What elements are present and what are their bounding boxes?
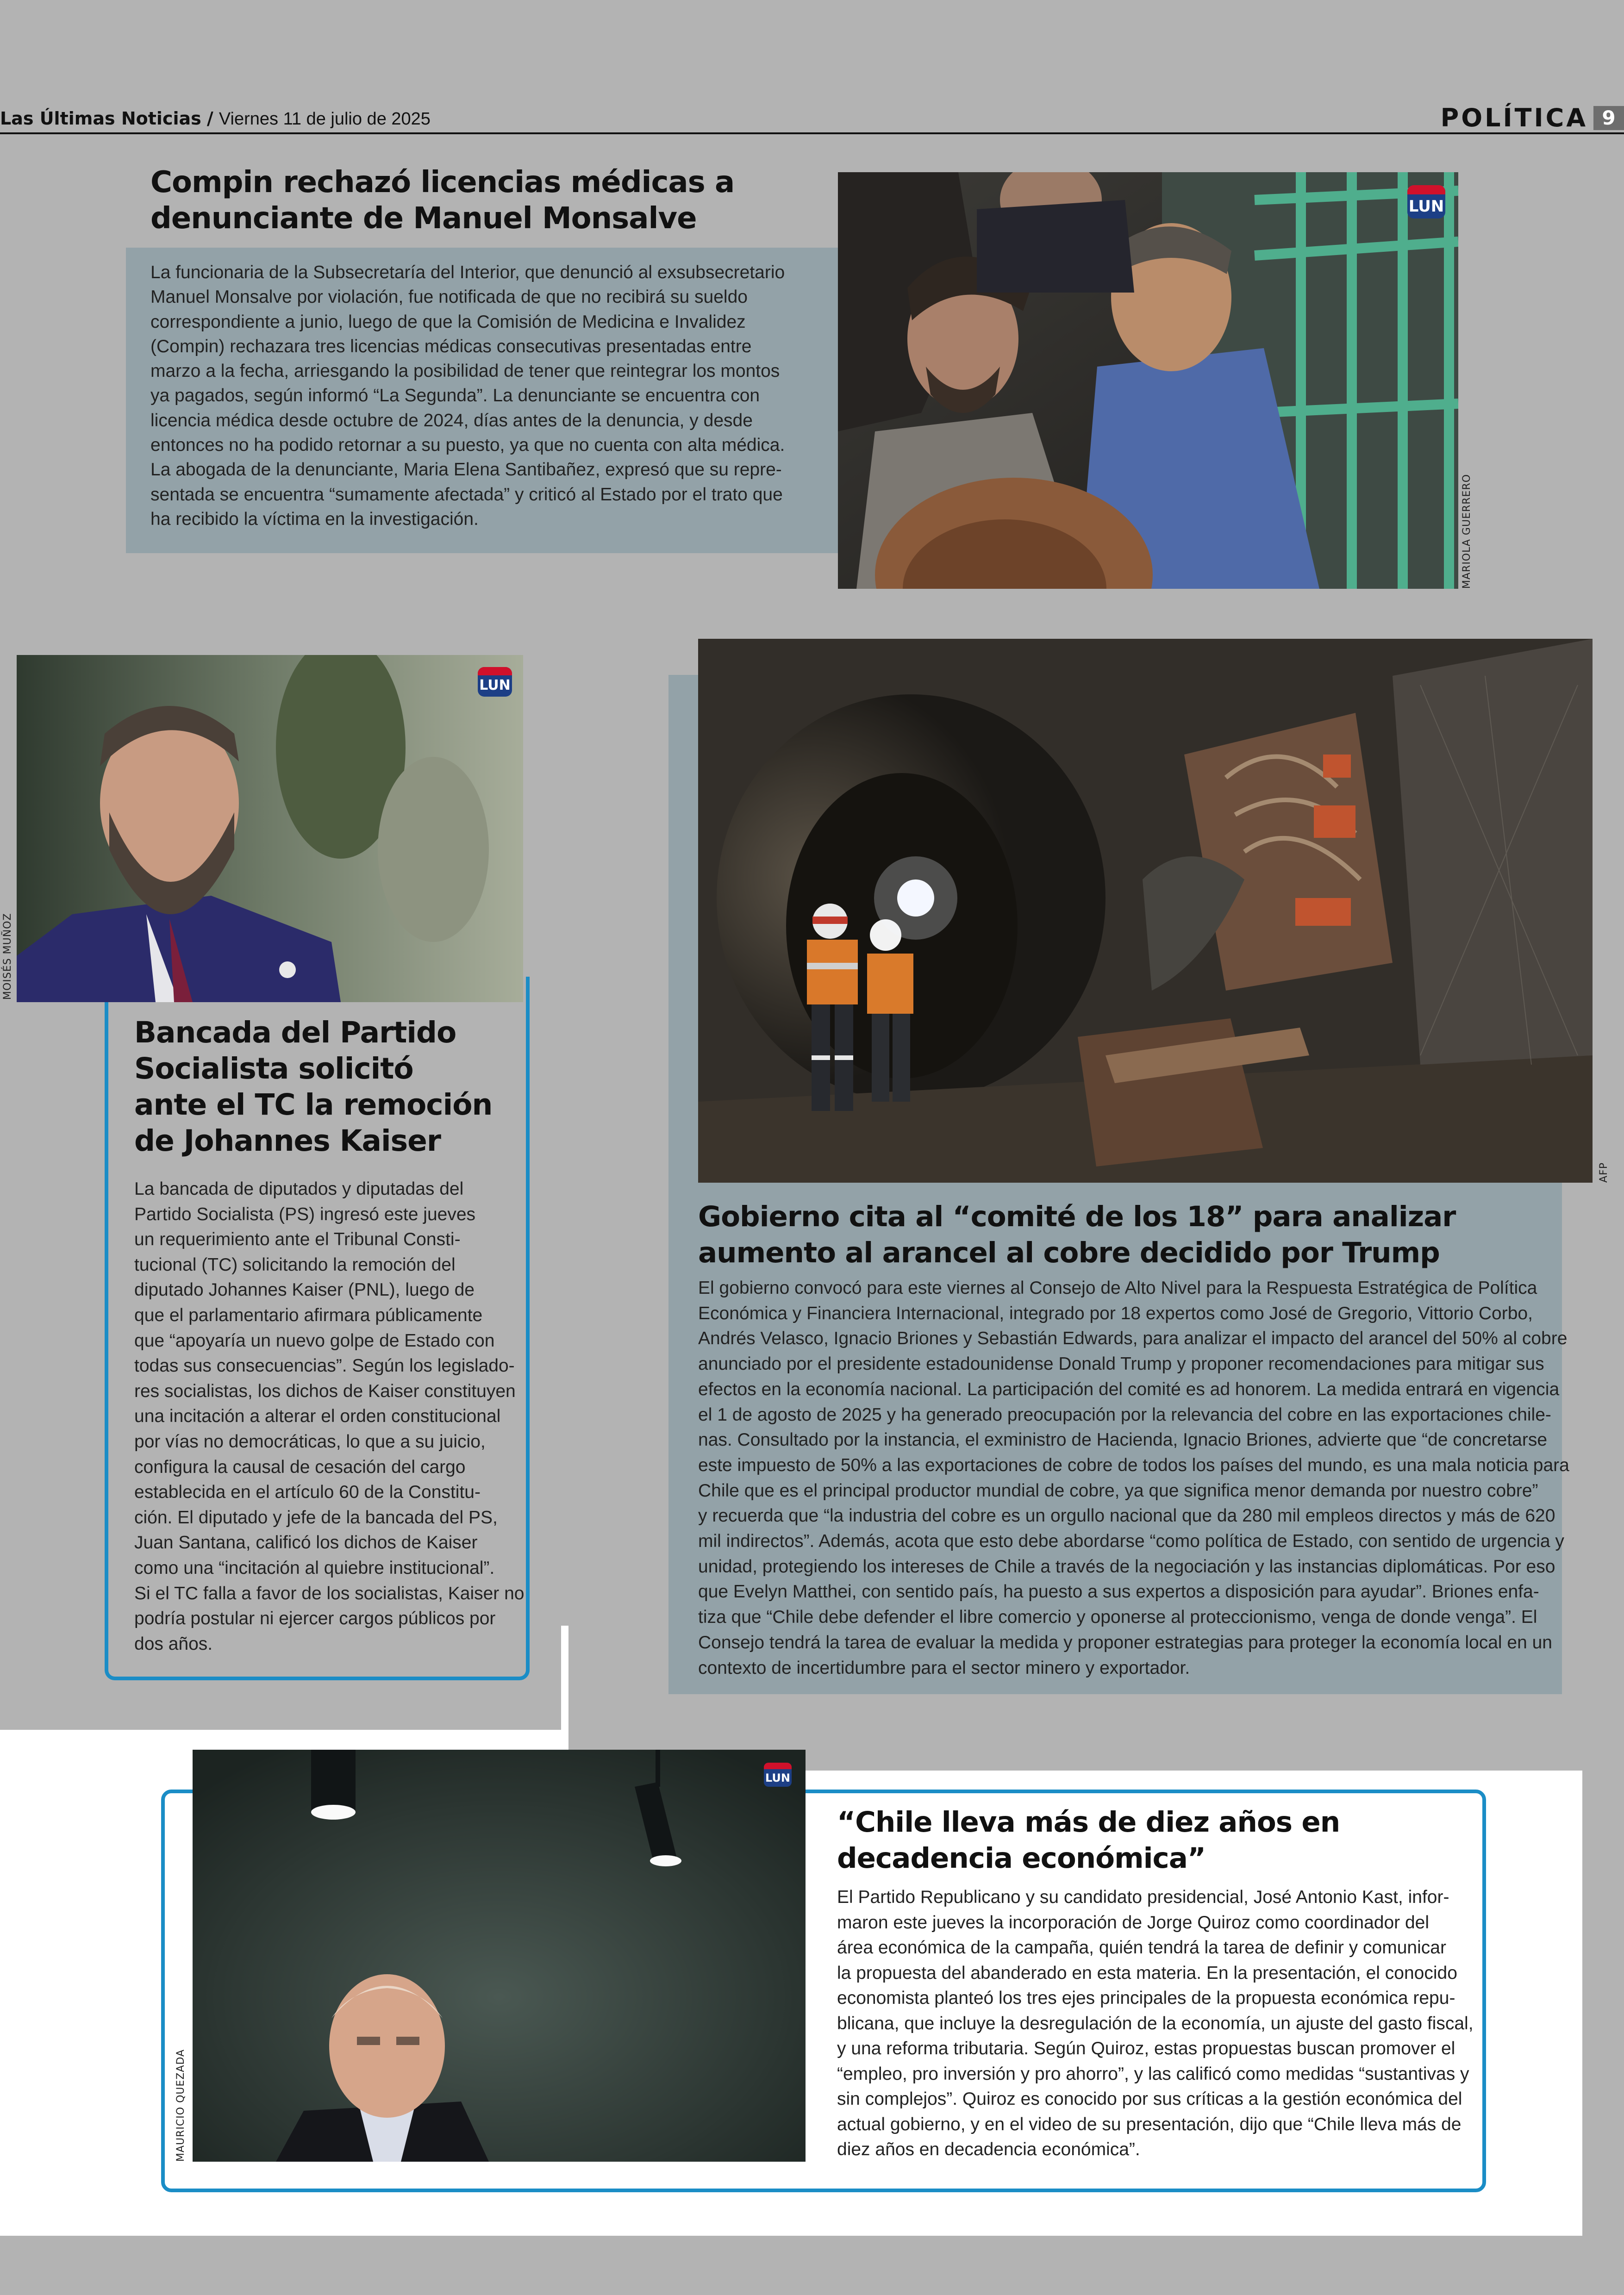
comite-body-line: unidad, protegiendo los intereses de Chile a través de la negociación y las instancias diplomáticas. Por eso [698,1556,1555,1577]
section-label: POLÍTICA [1440,103,1588,132]
quiroz-body-line: y una reforma tributaria. Según Quiroz, estas propuestas buscan promover el [837,2039,1455,2058]
compin-body-line: La funcionaria de la Subsecretaría del Interior, que denunció al exsubsecretario [150,262,785,282]
lun-logo [764,1763,792,1787]
compin-body-line: (Compin) rechazara tres licencias médicas consecutivas presentadas entre [150,336,752,356]
kaiser-headline-line-3: ante el TC la remoción [134,1088,493,1122]
kaiser-headline-line-1: Bancada del Partido [134,1016,456,1049]
quiroz-body-line: área económica de la campaña, quién tendrá la tarea de definir y comunicar [837,1938,1446,1958]
kaiser-headline-line-4: de Johannes Kaiser [134,1124,441,1158]
quiroz-headline-line-2: decadencia económica” [837,1842,1206,1875]
quiroz-body-line: El Partido Republicano y su candidato presidencial, José Antonio Kast, infor- [837,1887,1449,1907]
kaiser-body-line: que el parlamentario afirmara públicamente [134,1305,483,1325]
lun-logo-text: LUN [765,1771,790,1784]
layout-white-strip [561,1626,568,1730]
comite-body-line: y recuerda que “la industria del cobre es un orgullo nacional que da 280 mil empleos directos y más de 620 [698,1506,1555,1526]
compin-body-line: licencia médica desde octubre de 2024, días antes de la denuncia, y desde [150,410,753,430]
quiroz-body-line: diez años en decadencia económica”. [837,2139,1140,2159]
page-number: 9 [1593,106,1624,130]
compin-body [150,260,831,531]
compin-photo [838,172,1458,589]
comite-headline-line-2: aumento al arancel al cobre decidido por Trump [698,1236,1440,1269]
comite-body-line: nas. Consultado por la instancia, el exministro de Hacienda, Ignacio Briones, advierte que “de concretarse [698,1430,1548,1450]
kaiser-body-line: Si el TC falla a favor de los socialistas, Kaiser no [134,1583,525,1603]
comite-photo [698,639,1593,1183]
compin-headline [150,164,822,237]
quiroz-body-line: “empleo, pro inversión y pro ahorro”, y las calificó como medidas “sustantivas y [837,2064,1469,2084]
quiroz-body-line: blicana, que incluye la desregulación de la economía, un ajuste del gasto fiscal, [837,2013,1474,2033]
kaiser-photo [17,655,523,1002]
kaiser-body-line: una incitación a alterar el orden constitucional [134,1406,501,1427]
kaiser-body-line: La bancada de diputados y diputadas del [134,1179,464,1199]
comite-body-line: Económica y Financiera Internacional, integrado por 18 expertos como José de Gregorio, Vittorio Corbo, [698,1303,1533,1323]
comite-body-line: mil indirectos”. Además, acota que esto debe abordarse “como política de Estado, con sentido de urgencia y [698,1531,1564,1552]
header-rule [0,132,1624,134]
compin-body-line: sentada se encuentra “sumamente afectada” y criticó al Estado por el trato que [150,484,783,505]
page-header [0,104,1624,133]
comite-photo-credit: AFP [1598,1162,1610,1183]
comite-headline-line-1: Gobierno cita al “comité de los 18” para analizar [698,1200,1456,1233]
kaiser-headline [134,1015,514,1159]
header-separator: / [206,108,213,129]
kaiser-body-line: diputado Johannes Kaiser (PNL), luego de [134,1280,475,1300]
lun-logo-text: LUN [479,677,511,693]
comite-body-line: Chile que es el principal productor mundial de cobre, ya que significa menor demanda por nuestro cobre” [698,1480,1538,1501]
kaiser-body-line: ción. El diputado y jefe de la bancada del PS, [134,1507,498,1528]
compin-body-line: marzo a la fecha, arriesgando la posibilidad de tener que reintegrar los montos [150,361,780,381]
kaiser-headline-line-2: Socialista solicitó [134,1052,413,1085]
kaiser-body-line: tucional (TC) solicitando la remoción del [134,1254,456,1275]
compin-photo-credit: MARIOLA GUERRERO [1461,474,1473,589]
compin-body-line: ha recibido la víctima en la investigación. [150,509,479,529]
quiroz-body-line: la propuesta del abanderado en esta materia. En la presentación, el conocido [837,1963,1457,1983]
compin-body-line: Manuel Monsalve por violación, fue notificada de que no recibirá su sueldo [150,287,748,307]
compin-body-line: correspondiente a junio, luego de que la Comisión de Medicina e Invalidez [150,312,746,332]
publication-name: Las Últimas Noticias [0,108,201,129]
quiroz-body-line: sin complejos”. Quiroz es conocido por sus críticas a la gestión económica del [837,2089,1462,2109]
lun-logo [1407,185,1445,218]
lun-logo [478,667,512,697]
quiroz-body-line: actual gobierno, y en el video de su presentación, dijo que “Chile lleva más de [837,2114,1462,2134]
compin-body-line: La abogada de la denunciante, Maria Elena Santibañez, expresó que su repre- [150,460,782,480]
masthead-line [0,107,431,131]
lun-logo-text: LUN [1408,197,1444,216]
kaiser-body-line: por vías no democráticas, lo que a su juicio, [134,1431,486,1452]
kaiser-photo-image [17,655,523,1002]
quiroz-body [837,1885,1474,2163]
quiroz-photo-image [193,1750,806,2162]
kaiser-body-line: configura la causal de cesación del cargo [134,1457,466,1477]
comite-body-line: contexto de incertidumbre para el sector minero y exportador. [698,1658,1190,1678]
compin-body-line: entonces no ha podido retornar a su puesto, ya que no cuenta con alta médica. [150,435,785,455]
comite-body-line: tiza que “Chile debe defender el libre comercio y oponerse al proteccionismo, venga de donde venga”. El [698,1607,1537,1628]
compin-body-line: ya pagados, según informó “La Segunda”. La denunciante se encuentra con [150,386,760,406]
comite-body-line: Andrés Velasco, Ignacio Briones y Sebastián Edwards, para analizar el impacto del arancel del 50% al cobre [698,1328,1568,1349]
comite-body-line: efectos en la economía nacional. La participación del comité es ad honorem. La medida entrará en vigencia [698,1379,1560,1399]
kaiser-body-line: Partido Socialista (PS) ingresó este jueves [134,1204,476,1224]
comite-photo-image [698,639,1593,1183]
kaiser-body-line: Juan Santana, calificó los dichos de Kaiser [134,1533,478,1553]
kaiser-body-line: todas sus consecuencias”. Según los legislado- [134,1356,515,1376]
kaiser-photo-credit: MOISÉS MUÑOZ [2,913,13,1000]
kaiser-body-line: podría postular ni ejercer cargos públicos por [134,1609,496,1629]
comite-body-line: anunciado por el presidente estadounidense Donald Trump y proponer recomendaciones para mitigar sus [698,1354,1544,1374]
quiroz-body-line: maron este jueves la incorporación de Jorge Quiroz como coordinador del [837,1912,1430,1933]
quiroz-headline [837,1804,1448,1877]
kaiser-body-line: como una “incitación al quiebre institucional”. [134,1558,495,1578]
quiroz-headline-line-1: “Chile lleva más de diez años en [837,1806,1340,1839]
kaiser-body-line: establecida en el artículo 60 de la Constitu- [134,1482,481,1503]
compin-headline-line-1: Compin rechazó licencias médicas a [150,165,735,200]
kaiser-body-line: que “apoyaría un nuevo golpe de Estado con [134,1330,495,1351]
comite-body-line: Consejo tendrá la tarea de evaluar la medida y proponer estrategias para proteger la economía local en un [698,1632,1552,1653]
comite-body-line: que Evelyn Matthei, con sentido país, ha puesto a sus expertos a disposición para ayudar”. Briones enfa- [698,1582,1539,1602]
kaiser-body-line: res socialistas, los dichos de Kaiser constituyen [134,1381,516,1401]
kaiser-body-line: dos años. [134,1634,213,1654]
compin-headline-line-2: denunciante de Manuel Monsalve [150,201,697,236]
quiroz-photo [193,1750,806,2162]
quiroz-photo-credit: MAURICIO QUEZADA [175,2049,187,2162]
kaiser-body [134,1177,525,1657]
comite-headline [698,1199,1559,1271]
compin-photo-image [838,172,1458,589]
issue-date: Viernes 11 de julio de 2025 [219,109,431,129]
quiroz-body-line: economista planteó los tres ejes principales de la propuesta económica repu- [837,1988,1455,2008]
comite-body-line: este impuesto de 50% a las exportaciones de cobre de todos los países del mundo, es una mala noticia para [698,1455,1569,1475]
comite-body-line: El gobierno convocó para este viernes al Consejo de Alto Nivel para la Respuesta Estratégica de Política [698,1278,1537,1298]
comite-body [698,1276,1569,1681]
comite-body-line: el 1 de agosto de 2025 y ha generado preocupación por la relevancia del cobre en las exportaciones chile- [698,1404,1551,1425]
kaiser-body-line: un requerimiento ante el Tribunal Consti- [134,1229,461,1250]
